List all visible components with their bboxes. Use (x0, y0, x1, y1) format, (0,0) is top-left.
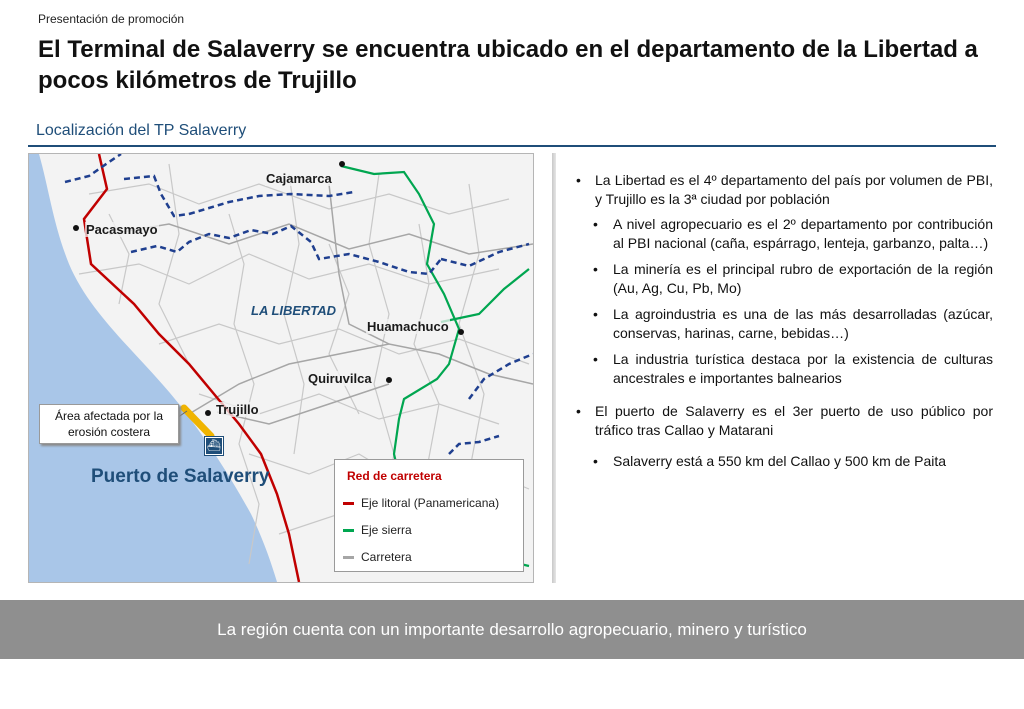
legend-title: Red de carretera (347, 469, 442, 483)
road-legend (334, 459, 524, 572)
presentation-kicker: Presentación de promoción (38, 12, 185, 26)
vertical-divider (552, 153, 556, 583)
bullet-mineria: • La minería es el principal rubro de exportación de la región (Au, Ag, Cu, Pb, Mo) (575, 260, 993, 298)
legend-label-coastal: Eje litoral (Panamericana) (361, 496, 500, 510)
region-label: LA LIBERTAD (251, 303, 336, 318)
bullet-agropecuario: • A nivel agropecuario es el 2º departamento por contribución al PBI nacional (caña, espárrago, lenteja, garbanzo, palta…) (575, 215, 993, 253)
cajamarca-dot (339, 161, 345, 167)
section-divider (28, 145, 996, 147)
legend-item-road (343, 550, 412, 564)
legend-item-sierra (343, 523, 412, 537)
banner-text: La región cuenta con un importante desarrollo agropecuario, minero y turístico (217, 620, 807, 639)
page-title: El Terminal de Salaverry se encuentra ubicado en el departamento de la Libertad a pocos kilómetros de Trujillo (38, 36, 978, 94)
pacasmayo-dot (73, 225, 79, 231)
city-cajamarca: Cajamarca (266, 171, 332, 186)
bottom-banner (0, 600, 1024, 659)
huamachuco-dot (458, 329, 464, 335)
city-trujillo: Trujillo (216, 402, 259, 417)
port-ship-icon: ⛴ (205, 437, 223, 455)
trujillo-dot (205, 410, 211, 416)
bullet-distancias: • Salaverry está a 550 km del Callao y 500 km de Paita (575, 452, 993, 471)
bullet-turismo: • La industria turística destaca por la existencia de culturas ancestrales e importantes balnearios (575, 350, 993, 388)
legend-label-road: Carretera (361, 550, 412, 564)
erosion-callout: Área afectada por la erosión costera (39, 404, 179, 444)
port-label: Puerto de Salaverry (91, 466, 270, 487)
city-quiruvilca: Quiruvilca (308, 371, 372, 386)
bullet-puerto: • El puerto de Salaverry es el 3er puerto de uso público por tráfico tras Callao y Matarani (575, 402, 993, 440)
city-huamachuco: Huamachuco (367, 319, 449, 334)
legend-swatch-red (343, 502, 354, 505)
bullet-agroindustria: • La agroindustria es una de las más desarrolladas (azúcar, conservas, harinas, carne, bebidas…) (575, 305, 993, 343)
quiruvilca-dot (386, 377, 392, 383)
bullet-list (575, 171, 993, 478)
legend-swatch-green (343, 529, 354, 532)
legend-swatch-gray (343, 556, 354, 559)
city-pacasmayo: Pacasmayo (86, 222, 158, 237)
location-map (28, 153, 534, 583)
section-title: Localización del TP Salaverry (36, 122, 247, 139)
legend-label-sierra: Eje sierra (361, 523, 412, 537)
legend-item-coastal (343, 496, 499, 510)
bullet-libertad-pbi: • La Libertad es el 4º departamento del país por volumen de PBI, y Trujillo es la 3ª ciudad por población (575, 171, 993, 209)
